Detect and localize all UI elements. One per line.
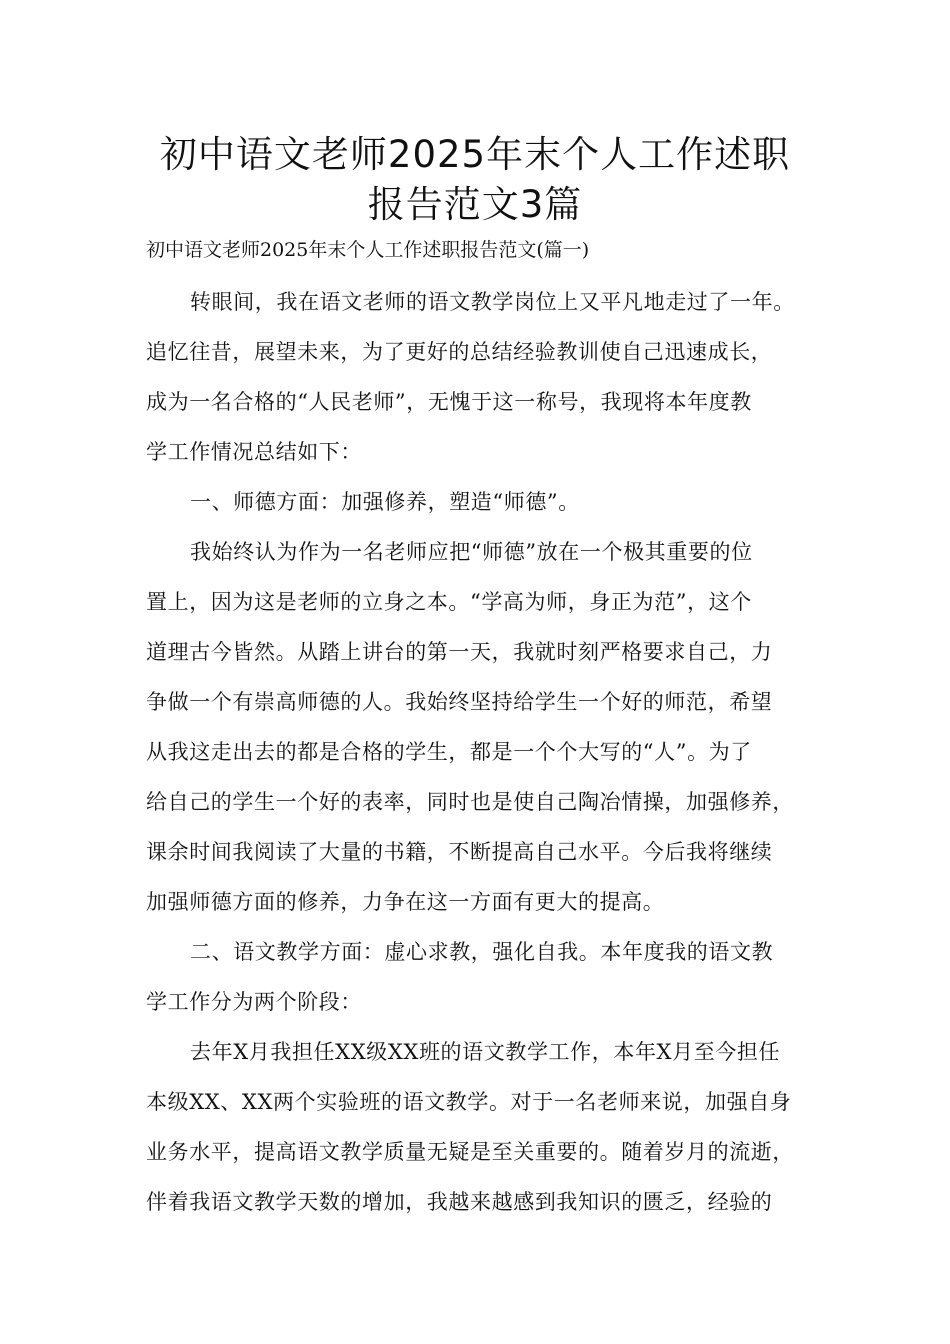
body-text	[146, 284, 816, 1234]
text-line: 二、语文教学方面：虚心求教，强化自我。本年度我的语文教	[190, 940, 774, 964]
text-line: 学工作分为两个阶段：	[146, 990, 362, 1014]
text-line: 争做一个有崇高师德的人。我始终坚持给学生一个好的师范，希望	[146, 690, 773, 714]
text-line: 追忆往昔，展望未来，为了更好的总结经验教训使自己迅速成长，	[146, 340, 773, 364]
text-line: 一、师德方面：加强修养，塑造“师德”。	[190, 490, 580, 514]
text-line: 学工作情况总结如下：	[146, 440, 362, 464]
text-line: 转眼间，我在语文老师的语文教学岗位上又平凡地走过了一年。	[190, 290, 795, 314]
text-line: 加强师德方面的修养，力争在这一方面有更大的提高。	[146, 890, 665, 914]
text-line: 课余时间我阅读了大量的书籍，不断提高自己水平。今后我将继续	[146, 840, 773, 864]
text-line: 道理古今皆然。从踏上讲台的第一天，我就时刻严格要求自己，力	[146, 640, 773, 664]
document-title-line-1: 初中语文老师2025年末个人工作述职	[159, 133, 791, 176]
text-line: 从我这走出去的都是合格的学生，都是一个个大写的“人”。为了	[146, 740, 752, 764]
section-heading: 初中语文老师2025年末个人工作述职报告范文(篇一)	[146, 239, 590, 261]
text-line: 去年X月我担任XX级XX班的语文教学工作，本年X月至今担任	[190, 1040, 781, 1064]
text-line: 给自己的学生一个好的表率，同时也是使自己陶冶情操，加强修养，	[146, 790, 794, 814]
text-line: 置上，因为这是老师的立身之本。“学高为师，身正为范”，这个	[146, 590, 752, 614]
text-line: 业务水平，提高语文教学质量无疑是至关重要的。随着岁月的流逝，	[146, 1140, 794, 1164]
document-title-line-2: 报告范文3篇	[367, 183, 583, 226]
text-line: 成为一名合格的“人民老师”，无愧于这一称号，我现将本年度教	[146, 390, 752, 414]
text-line: 伴着我语文教学天数的增加，我越来越感到我知识的匮乏，经验的	[146, 1190, 773, 1214]
text-line: 我始终认为作为一名老师应把“师德”放在一个极其重要的位	[190, 540, 753, 564]
text-line: 本级XX、XX两个实验班的语文教学。对于一名老师来说，加强自身	[146, 1090, 792, 1114]
